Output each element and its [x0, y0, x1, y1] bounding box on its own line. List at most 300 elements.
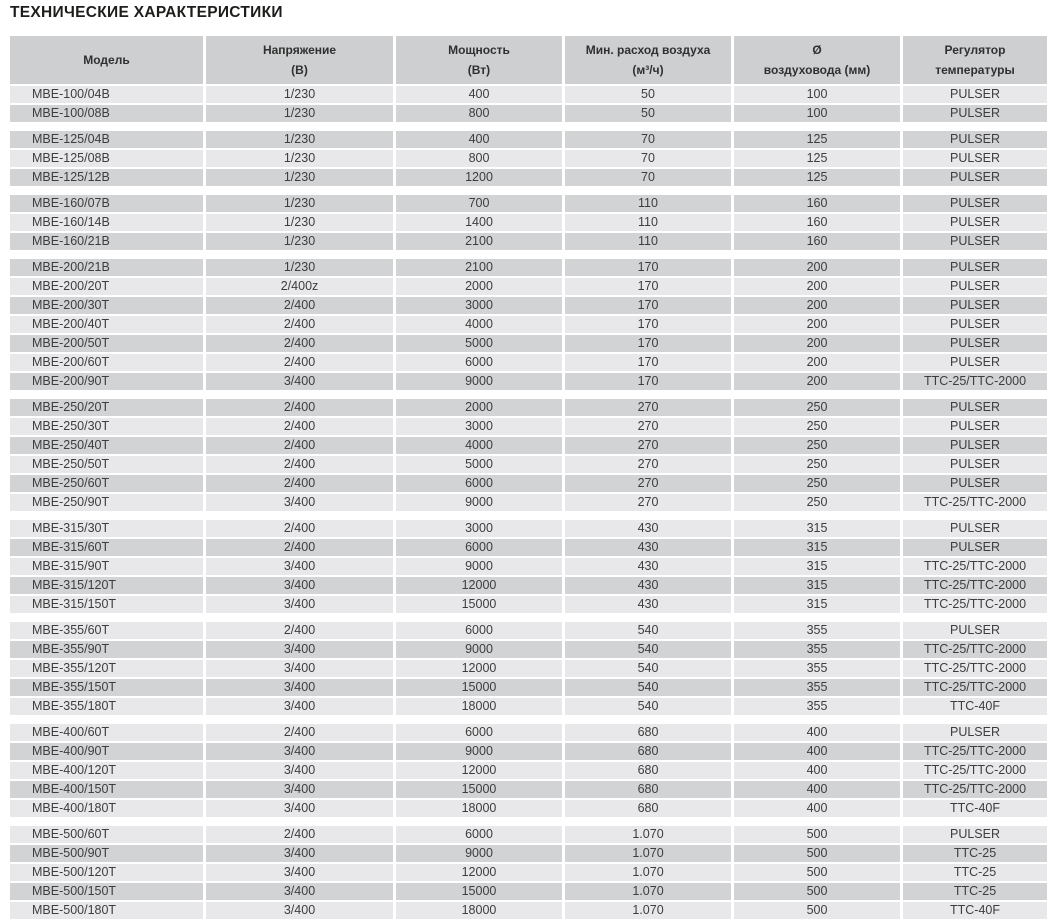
- page-title: ТЕХНИЧЕСКИЕ ХАРАКТЕРИСТИКИ: [10, 4, 283, 21]
- cell-power: 5000: [396, 456, 562, 473]
- table-row: [10, 826, 1047, 843]
- group-spacer-cell: [10, 717, 1047, 722]
- cell-duct: 355: [734, 641, 900, 658]
- cell-regulator: TTC-25/TTC-2000: [903, 641, 1047, 658]
- cell-power: 700: [396, 195, 562, 212]
- cell-airflow: 270: [565, 475, 731, 492]
- table-row: [10, 762, 1047, 779]
- cell-airflow: 430: [565, 539, 731, 556]
- cell-model: MBE-500/60T: [10, 826, 203, 843]
- cell-power: 9000: [396, 494, 562, 511]
- cell-regulator: TTC-25/TTC-2000: [903, 596, 1047, 613]
- cell-model: MBE-315/150T: [10, 596, 203, 613]
- group-spacer-cell: [10, 188, 1047, 193]
- cell-airflow: 270: [565, 494, 731, 511]
- cell-model: MBE-160/21B: [10, 233, 203, 250]
- col-header-model-line1: Модель: [83, 52, 130, 67]
- cell-voltage: 2/400: [206, 316, 393, 333]
- table-row: [10, 131, 1047, 148]
- cell-power: 15000: [396, 679, 562, 696]
- cell-airflow: 70: [565, 169, 731, 186]
- cell-duct: 315: [734, 577, 900, 594]
- table-row: [10, 297, 1047, 314]
- cell-airflow: 1.070: [565, 826, 731, 843]
- cell-duct: 200: [734, 316, 900, 333]
- cell-regulator: PULSER: [903, 297, 1047, 314]
- cell-regulator: PULSER: [903, 316, 1047, 333]
- cell-duct: 200: [734, 297, 900, 314]
- cell-airflow: 1.070: [565, 864, 731, 881]
- cell-power: 3000: [396, 418, 562, 435]
- cell-airflow: 270: [565, 456, 731, 473]
- cell-power: 6000: [396, 826, 562, 843]
- cell-model: MBE-125/12B: [10, 169, 203, 186]
- cell-voltage: 2/400: [206, 399, 393, 416]
- cell-power: 18000: [396, 698, 562, 715]
- cell-regulator: PULSER: [903, 214, 1047, 231]
- cell-airflow: 540: [565, 698, 731, 715]
- cell-duct: 250: [734, 399, 900, 416]
- cell-power: 800: [396, 105, 562, 122]
- cell-duct: 500: [734, 826, 900, 843]
- cell-airflow: 110: [565, 195, 731, 212]
- table-row: [10, 278, 1047, 295]
- cell-power: 18000: [396, 800, 562, 817]
- cell-model: MBE-400/180T: [10, 800, 203, 817]
- cell-duct: 315: [734, 539, 900, 556]
- col-header-airflow-line1: Мин. расход воздуха: [585, 42, 711, 57]
- table-row: [10, 399, 1047, 416]
- cell-airflow: 170: [565, 259, 731, 276]
- table-row: [10, 86, 1047, 103]
- cell-voltage: 3/400: [206, 558, 393, 575]
- cell-model: MBE-200/90T: [10, 373, 203, 390]
- cell-airflow: 170: [565, 278, 731, 295]
- col-header-regulator-line2: температуры: [935, 63, 1015, 77]
- cell-model: MBE-315/90T: [10, 558, 203, 575]
- specs-table: [7, 34, 1050, 921]
- table-row: [10, 622, 1047, 639]
- cell-regulator: PULSER: [903, 278, 1047, 295]
- cell-voltage: 2/400: [206, 437, 393, 454]
- cell-power: 9000: [396, 743, 562, 760]
- table-row: [10, 679, 1047, 696]
- cell-duct: 125: [734, 131, 900, 148]
- group-spacer: [10, 819, 1047, 824]
- cell-voltage: 3/400: [206, 494, 393, 511]
- cell-voltage: 1/230: [206, 86, 393, 103]
- cell-power: 5000: [396, 335, 562, 352]
- cell-regulator: PULSER: [903, 259, 1047, 276]
- cell-model: MBE-400/150T: [10, 781, 203, 798]
- cell-regulator: TTC-25/TTC-2000: [903, 558, 1047, 575]
- cell-airflow: 540: [565, 622, 731, 639]
- cell-airflow: 70: [565, 131, 731, 148]
- cell-airflow: 110: [565, 214, 731, 231]
- cell-regulator: PULSER: [903, 539, 1047, 556]
- cell-airflow: 430: [565, 558, 731, 575]
- cell-airflow: 110: [565, 233, 731, 250]
- cell-power: 6000: [396, 622, 562, 639]
- table-row: [10, 418, 1047, 435]
- cell-model: MBE-160/14B: [10, 214, 203, 231]
- cell-airflow: 430: [565, 520, 731, 537]
- cell-airflow: 1.070: [565, 883, 731, 900]
- cell-voltage: 3/400: [206, 596, 393, 613]
- table-row: [10, 475, 1047, 492]
- cell-airflow: 680: [565, 781, 731, 798]
- cell-model: MBE-160/07B: [10, 195, 203, 212]
- col-header-duct-line2: воздуховода (мм): [763, 63, 871, 77]
- cell-power: 6000: [396, 539, 562, 556]
- cell-voltage: 3/400: [206, 641, 393, 658]
- cell-model: MBE-125/08B: [10, 150, 203, 167]
- table-row: [10, 781, 1047, 798]
- cell-regulator: PULSER: [903, 520, 1047, 537]
- cell-power: 3000: [396, 297, 562, 314]
- cell-regulator: TTC-25/TTC-2000: [903, 762, 1047, 779]
- table-row: [10, 902, 1047, 919]
- cell-power: 800: [396, 150, 562, 167]
- cell-power: 1200: [396, 169, 562, 186]
- cell-model: MBE-355/180T: [10, 698, 203, 715]
- cell-model: MBE-400/90T: [10, 743, 203, 760]
- cell-duct: 250: [734, 456, 900, 473]
- cell-regulator: TTC-25/TTC-2000: [903, 660, 1047, 677]
- cell-duct: 355: [734, 698, 900, 715]
- cell-voltage: 3/400: [206, 762, 393, 779]
- group-spacer-cell: [10, 615, 1047, 620]
- cell-airflow: 1.070: [565, 845, 731, 862]
- cell-voltage: 1/230: [206, 169, 393, 186]
- cell-airflow: 680: [565, 762, 731, 779]
- cell-power: 18000: [396, 902, 562, 919]
- cell-power: 12000: [396, 762, 562, 779]
- cell-airflow: 70: [565, 150, 731, 167]
- table-row: [10, 698, 1047, 715]
- group-spacer-cell: [10, 513, 1047, 518]
- col-header-airflow-line2: (м³/ч): [632, 63, 664, 77]
- cell-power: 4000: [396, 437, 562, 454]
- cell-airflow: 170: [565, 354, 731, 371]
- cell-voltage: 1/230: [206, 195, 393, 212]
- group-spacer: [10, 392, 1047, 397]
- table-row: [10, 214, 1047, 231]
- cell-voltage: 2/400: [206, 826, 393, 843]
- cell-power: 6000: [396, 354, 562, 371]
- group-spacer: [10, 252, 1047, 257]
- col-header-airflow: [565, 36, 731, 84]
- cell-power: 9000: [396, 373, 562, 390]
- cell-airflow: 540: [565, 641, 731, 658]
- table-row: [10, 437, 1047, 454]
- cell-regulator: PULSER: [903, 169, 1047, 186]
- specs-table-container: [7, 34, 1050, 921]
- cell-power: 9000: [396, 558, 562, 575]
- cell-regulator: TTC-25/TTC-2000: [903, 494, 1047, 511]
- cell-regulator: TTC-25/TTC-2000: [903, 373, 1047, 390]
- cell-duct: 250: [734, 475, 900, 492]
- cell-duct: 100: [734, 86, 900, 103]
- cell-airflow: 170: [565, 373, 731, 390]
- cell-voltage: 3/400: [206, 577, 393, 594]
- col-header-regulator-line1: Регулятор: [944, 42, 1006, 57]
- cell-model: MBE-315/30T: [10, 520, 203, 537]
- cell-voltage: 2/400: [206, 297, 393, 314]
- cell-model: MBE-250/20T: [10, 399, 203, 416]
- cell-power: 9000: [396, 641, 562, 658]
- cell-airflow: 170: [565, 335, 731, 352]
- table-row: [10, 169, 1047, 186]
- cell-voltage: 3/400: [206, 679, 393, 696]
- cell-voltage: 3/400: [206, 698, 393, 715]
- cell-power: 2000: [396, 399, 562, 416]
- cell-model: MBE-500/150T: [10, 883, 203, 900]
- table-row: [10, 864, 1047, 881]
- cell-duct: 250: [734, 418, 900, 435]
- cell-regulator: TTC-25/TTC-2000: [903, 577, 1047, 594]
- cell-regulator: PULSER: [903, 354, 1047, 371]
- table-row: [10, 335, 1047, 352]
- cell-voltage: 3/400: [206, 902, 393, 919]
- cell-regulator: PULSER: [903, 105, 1047, 122]
- table-row: [10, 195, 1047, 212]
- cell-model: MBE-200/20T: [10, 278, 203, 295]
- cell-duct: 400: [734, 762, 900, 779]
- cell-power: 2000: [396, 278, 562, 295]
- group-spacer: [10, 615, 1047, 620]
- cell-duct: 355: [734, 660, 900, 677]
- cell-voltage: 2/400: [206, 622, 393, 639]
- cell-model: MBE-250/30T: [10, 418, 203, 435]
- cell-voltage: 3/400: [206, 660, 393, 677]
- group-spacer-cell: [10, 819, 1047, 824]
- cell-regulator: PULSER: [903, 399, 1047, 416]
- cell-regulator: TTC-40F: [903, 902, 1047, 919]
- cell-airflow: 170: [565, 297, 731, 314]
- cell-model: MBE-200/30T: [10, 297, 203, 314]
- cell-regulator: TTC-40F: [903, 800, 1047, 817]
- cell-duct: 400: [734, 724, 900, 741]
- cell-power: 12000: [396, 577, 562, 594]
- cell-voltage: 2/400z: [206, 278, 393, 295]
- table-row: [10, 105, 1047, 122]
- table-row: [10, 800, 1047, 817]
- cell-duct: 355: [734, 622, 900, 639]
- table-row: [10, 494, 1047, 511]
- cell-duct: 315: [734, 520, 900, 537]
- cell-regulator: PULSER: [903, 86, 1047, 103]
- header-row: [10, 36, 1047, 84]
- table-row: [10, 724, 1047, 741]
- col-header-voltage: [206, 36, 393, 84]
- cell-power: 3000: [396, 520, 562, 537]
- cell-duct: 500: [734, 864, 900, 881]
- cell-duct: 125: [734, 150, 900, 167]
- cell-model: MBE-250/60T: [10, 475, 203, 492]
- cell-voltage: 3/400: [206, 800, 393, 817]
- table-row: [10, 577, 1047, 594]
- cell-regulator: TTC-25: [903, 845, 1047, 862]
- col-header-duct-line1: Ø: [812, 42, 822, 57]
- table-row: [10, 539, 1047, 556]
- group-spacer-cell: [10, 252, 1047, 257]
- cell-regulator: TTC-25: [903, 883, 1047, 900]
- group-spacer: [10, 188, 1047, 193]
- col-header-voltage-line1: Напряжение: [262, 42, 337, 57]
- cell-duct: 100: [734, 105, 900, 122]
- cell-regulator: PULSER: [903, 724, 1047, 741]
- cell-model: MBE-125/04B: [10, 131, 203, 148]
- table-row: [10, 150, 1047, 167]
- cell-airflow: 170: [565, 316, 731, 333]
- cell-voltage: 2/400: [206, 418, 393, 435]
- cell-regulator: PULSER: [903, 456, 1047, 473]
- cell-voltage: 3/400: [206, 373, 393, 390]
- cell-duct: 400: [734, 743, 900, 760]
- cell-voltage: 2/400: [206, 354, 393, 371]
- group-spacer-cell: [10, 392, 1047, 397]
- cell-voltage: 3/400: [206, 743, 393, 760]
- col-header-power-line1: Мощность: [448, 42, 510, 57]
- cell-airflow: 540: [565, 679, 731, 696]
- cell-regulator: PULSER: [903, 622, 1047, 639]
- cell-voltage: 1/230: [206, 150, 393, 167]
- cell-regulator: PULSER: [903, 195, 1047, 212]
- cell-power: 12000: [396, 864, 562, 881]
- col-header-model: [10, 36, 203, 84]
- cell-airflow: 270: [565, 437, 731, 454]
- cell-duct: 250: [734, 494, 900, 511]
- table-row: [10, 259, 1047, 276]
- cell-regulator: PULSER: [903, 131, 1047, 148]
- cell-model: MBE-355/60T: [10, 622, 203, 639]
- cell-voltage: 2/400: [206, 335, 393, 352]
- cell-duct: 315: [734, 558, 900, 575]
- cell-power: 6000: [396, 724, 562, 741]
- cell-model: MBE-250/90T: [10, 494, 203, 511]
- cell-voltage: 3/400: [206, 883, 393, 900]
- cell-model: MBE-355/90T: [10, 641, 203, 658]
- table-row: [10, 233, 1047, 250]
- cell-regulator: PULSER: [903, 418, 1047, 435]
- col-header-voltage-line2: (В): [291, 63, 308, 77]
- cell-model: MBE-315/60T: [10, 539, 203, 556]
- group-spacer: [10, 124, 1047, 129]
- cell-power: 15000: [396, 781, 562, 798]
- cell-airflow: 50: [565, 105, 731, 122]
- cell-voltage: 1/230: [206, 214, 393, 231]
- cell-model: MBE-315/120T: [10, 577, 203, 594]
- cell-power: 15000: [396, 596, 562, 613]
- cell-voltage: 1/230: [206, 259, 393, 276]
- cell-power: 9000: [396, 845, 562, 862]
- cell-power: 2100: [396, 233, 562, 250]
- cell-voltage: 1/230: [206, 233, 393, 250]
- cell-model: MBE-400/60T: [10, 724, 203, 741]
- cell-voltage: 2/400: [206, 456, 393, 473]
- cell-model: MBE-400/120T: [10, 762, 203, 779]
- cell-regulator: PULSER: [903, 437, 1047, 454]
- cell-power: 400: [396, 131, 562, 148]
- cell-duct: 500: [734, 845, 900, 862]
- cell-airflow: 680: [565, 800, 731, 817]
- cell-regulator: PULSER: [903, 826, 1047, 843]
- group-spacer: [10, 717, 1047, 722]
- cell-voltage: 2/400: [206, 724, 393, 741]
- cell-airflow: 680: [565, 743, 731, 760]
- cell-regulator: PULSER: [903, 335, 1047, 352]
- cell-duct: 125: [734, 169, 900, 186]
- cell-regulator: PULSER: [903, 150, 1047, 167]
- cell-regulator: TTC-25/TTC-2000: [903, 679, 1047, 696]
- col-header-duct: [734, 36, 900, 84]
- table-row: [10, 456, 1047, 473]
- cell-airflow: 540: [565, 660, 731, 677]
- cell-model: MBE-500/120T: [10, 864, 203, 881]
- cell-voltage: 3/400: [206, 845, 393, 862]
- cell-model: MBE-100/04B: [10, 86, 203, 103]
- cell-voltage: 3/400: [206, 781, 393, 798]
- cell-duct: 400: [734, 800, 900, 817]
- table-row: [10, 883, 1047, 900]
- cell-power: 1400: [396, 214, 562, 231]
- cell-voltage: 2/400: [206, 475, 393, 492]
- cell-model: MBE-500/180T: [10, 902, 203, 919]
- cell-model: MBE-250/40T: [10, 437, 203, 454]
- group-spacer-cell: [10, 124, 1047, 129]
- cell-model: MBE-355/150T: [10, 679, 203, 696]
- cell-model: MBE-100/08B: [10, 105, 203, 122]
- cell-duct: 500: [734, 883, 900, 900]
- table-row: [10, 660, 1047, 677]
- col-header-power: [396, 36, 562, 84]
- cell-regulator: PULSER: [903, 233, 1047, 250]
- cell-power: 6000: [396, 475, 562, 492]
- table-row: [10, 354, 1047, 371]
- cell-airflow: 50: [565, 86, 731, 103]
- cell-model: MBE-250/50T: [10, 456, 203, 473]
- cell-regulator: TTC-25/TTC-2000: [903, 743, 1047, 760]
- cell-voltage: 3/400: [206, 864, 393, 881]
- cell-duct: 250: [734, 437, 900, 454]
- cell-duct: 160: [734, 214, 900, 231]
- table-row: [10, 558, 1047, 575]
- cell-duct: 200: [734, 373, 900, 390]
- cell-duct: 400: [734, 781, 900, 798]
- cell-model: MBE-200/21B: [10, 259, 203, 276]
- cell-airflow: 270: [565, 418, 731, 435]
- cell-airflow: 270: [565, 399, 731, 416]
- cell-power: 400: [396, 86, 562, 103]
- table-row: [10, 743, 1047, 760]
- cell-airflow: 680: [565, 724, 731, 741]
- cell-voltage: 1/230: [206, 131, 393, 148]
- cell-duct: 200: [734, 259, 900, 276]
- cell-duct: 160: [734, 195, 900, 212]
- col-header-regulator: [903, 36, 1047, 84]
- group-spacer: [10, 513, 1047, 518]
- cell-power: 15000: [396, 883, 562, 900]
- table-row: [10, 520, 1047, 537]
- col-header-power-line2: (Вт): [467, 63, 491, 77]
- cell-duct: 200: [734, 335, 900, 352]
- cell-duct: 200: [734, 278, 900, 295]
- cell-regulator: TTC-25/TTC-2000: [903, 781, 1047, 798]
- cell-power: 12000: [396, 660, 562, 677]
- cell-regulator: TTC-40F: [903, 698, 1047, 715]
- table-row: [10, 373, 1047, 390]
